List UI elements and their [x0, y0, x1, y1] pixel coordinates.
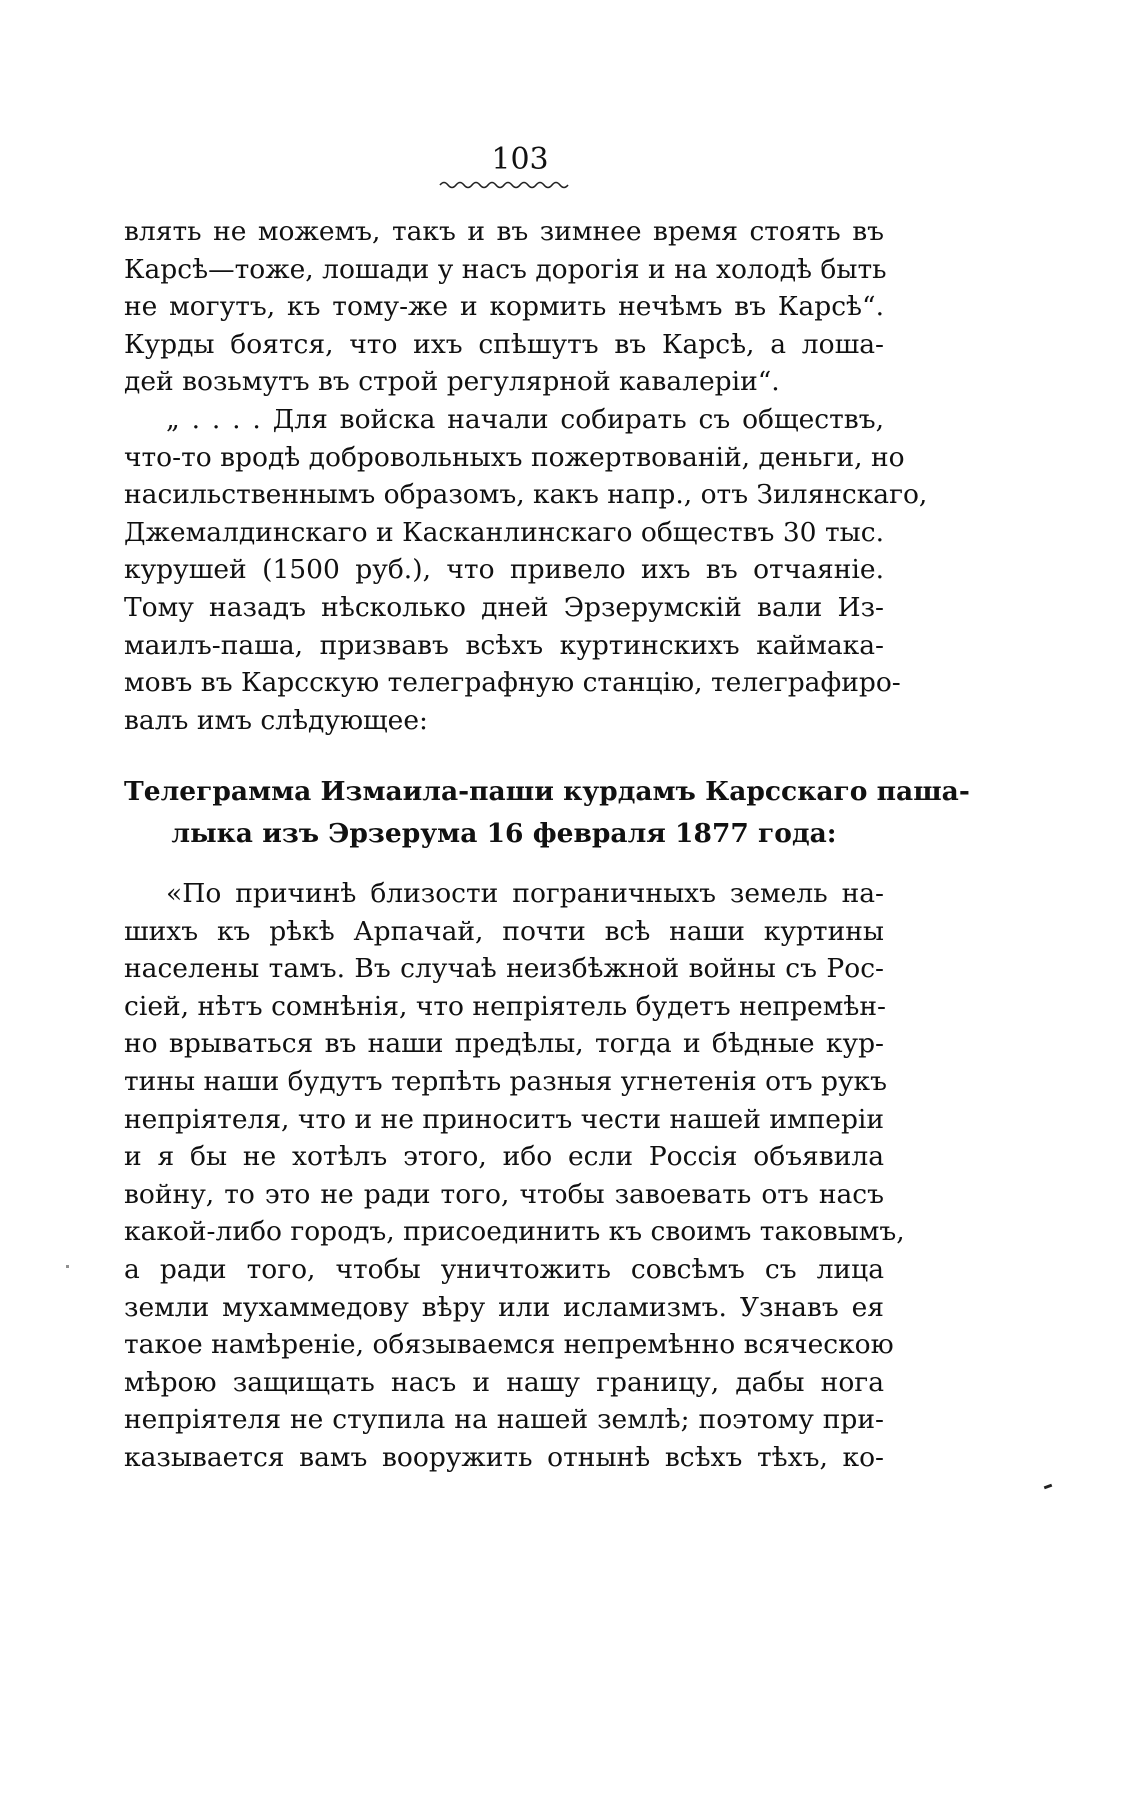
- text-line: валъ имъ слѣдующее:: [124, 704, 428, 736]
- text-line: мовъ въ Карсскую телеграфную станцію, телеграфиро-: [124, 667, 901, 699]
- paragraph-1: [124, 213, 887, 401]
- paragraph-2: [124, 401, 928, 739]
- wavy-rule-ornament: [438, 180, 570, 190]
- text-line: мѣрою защищать насъ и нашу границу, дабы нога: [124, 1366, 884, 1398]
- text-line: какой-либо городъ, присоединить къ своимъ таковымъ,: [124, 1216, 905, 1248]
- text-line: шихъ къ рѣкѣ Арпачай, почти всѣ наши куртины: [124, 915, 884, 947]
- text-line: «По причинѣ близости пограничныхъ земель на-: [166, 878, 884, 909]
- text-line: но врываться въ наши предѣлы, тогда и бѣдные кур-: [124, 1028, 884, 1060]
- heading-line: лыка изъ Эрзерума 16 февраля 1877 года:: [171, 818, 837, 849]
- text-line: „ . . . . Для войска начали собирать съ обществъ,: [166, 404, 884, 435]
- paragraph-3: [124, 875, 905, 1477]
- text-line: тины наши будутъ терпѣть разныя угнетенія отъ рукъ: [124, 1065, 887, 1097]
- text-line: и я бы не хотѣлъ этого, ибо если Россія объявила: [124, 1141, 884, 1173]
- page-number: 103: [491, 142, 549, 177]
- text-line: сіей, нѣтъ сомнѣнія, что непріятель будетъ непремѣн-: [124, 990, 886, 1022]
- scan-speck: [1044, 1484, 1053, 1490]
- text-line: Карсѣ—тоже, лошади у насъ дорогія и на холодѣ быть: [124, 253, 887, 285]
- heading-line: Телеграмма Измаила-паши курдамъ Карсскаго паша-: [124, 776, 970, 807]
- text-line: насильственнымъ образомъ, какъ напр., отъ Зилянскаго,: [124, 479, 928, 511]
- scan-speck: [66, 1265, 69, 1268]
- text-line: а ради того, чтобы уничтожить совсѣмъ съ лица: [124, 1253, 884, 1285]
- text-line: дей возьмутъ въ строй регулярной кавалеріи“.: [124, 366, 780, 398]
- text-line: влять не можемъ, такъ и въ зимнее время стоять въ: [124, 216, 884, 247]
- text-line: земли мухаммедову вѣру или исламизмъ. Узнавъ ея: [124, 1291, 884, 1323]
- text-line: казывается вамъ вооружить отнынѣ всѣхъ тѣхъ, ко-: [124, 1441, 884, 1473]
- text-line: войну, то это не ради того, чтобы завоевать отъ насъ: [124, 1178, 884, 1210]
- text-line: что-то вродѣ добровольныхъ пожертвованій, деньги, но: [124, 441, 905, 473]
- text-line: не могутъ, къ тому-же и кормить нечѣмъ въ Карсѣ“.: [124, 291, 884, 323]
- text-line: Джемалдинскаго и Касканлинскаго обществъ 30 тыс.: [124, 516, 884, 548]
- text-line: такое намѣреніе, обязываемся непремѣнно всяческою: [124, 1329, 894, 1361]
- text-line: Тому назадъ нѣсколько дней Эрзерумскій вали Из-: [124, 591, 884, 623]
- text-line: непріятеля не ступила на нашей землѣ; поэтому при-: [124, 1404, 884, 1436]
- text-line: Курды боятся, что ихъ спѣшутъ въ Карсѣ, а лоша-: [124, 328, 884, 360]
- text-line: населены тамъ. Въ случаѣ неизбѣжной войны съ Рос-: [124, 953, 884, 985]
- text-line: маилъ-паша, призвавъ всѣхъ куртинскихъ каймака-: [124, 629, 884, 661]
- text-line: курушей (1500 руб.), что привело ихъ въ отчаяніе.: [124, 554, 884, 586]
- text-line: непріятеля, что и не приноситъ чести нашей имперіи: [124, 1103, 885, 1135]
- section-heading: [124, 771, 970, 855]
